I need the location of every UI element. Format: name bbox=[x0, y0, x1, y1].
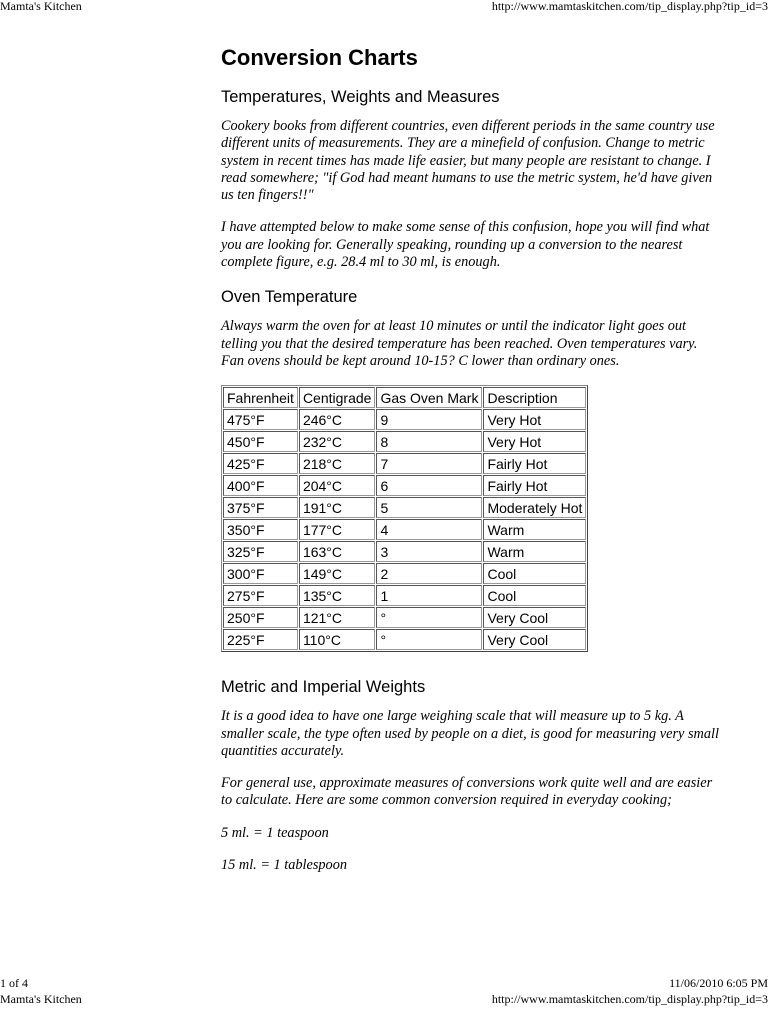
table-cell: 7 bbox=[376, 453, 482, 474]
table-cell: 300°F bbox=[223, 563, 298, 584]
table-row bbox=[223, 585, 586, 606]
table-cell: Cool bbox=[483, 585, 586, 606]
table-cell: 135°C bbox=[299, 585, 376, 606]
table-cell: ° bbox=[376, 629, 482, 650]
footer-url[interactable]: http://www.mamtaskitchen.com/tip_display.php?tip_id=3 bbox=[491, 992, 768, 1006]
table-cell: 3 bbox=[376, 541, 482, 562]
table-cell: Very Cool bbox=[483, 607, 586, 628]
table-cell: 475°F bbox=[223, 409, 298, 430]
footer-datetime: 11/06/2010 6:05 PM bbox=[669, 976, 768, 990]
table-cell: Very Cool bbox=[483, 629, 586, 650]
table-cell: Cool bbox=[483, 563, 586, 584]
table-row bbox=[223, 453, 586, 474]
table-cell: 218°C bbox=[299, 453, 376, 474]
table-header-row bbox=[223, 387, 586, 408]
table-cell: 177°C bbox=[299, 519, 376, 540]
table-cell: 375°F bbox=[223, 497, 298, 518]
table-cell: Fairly Hot bbox=[483, 475, 586, 496]
table-cell: 8 bbox=[376, 431, 482, 452]
table-cell: 163°C bbox=[299, 541, 376, 562]
column-header: Centigrade bbox=[299, 387, 376, 408]
page-content bbox=[221, 44, 721, 889]
table-row bbox=[223, 409, 586, 430]
header-site: Mamta's Kitchen bbox=[0, 0, 82, 13]
conversion-line: 5 ml. = 1 teaspoon bbox=[221, 824, 329, 841]
table-cell: 450°F bbox=[223, 431, 298, 452]
table-row bbox=[223, 431, 586, 452]
intro-paragraph: I have attempted below to make some sense of this confusion, hope you will find what you are looking for. Generally speaking, rounding up a conversion to the nearest complete figure, e.g. 28.4 ml to 30 ml, is enough. bbox=[221, 219, 710, 271]
table-cell: Fairly Hot bbox=[483, 453, 586, 474]
table-cell: 4 bbox=[376, 519, 482, 540]
table-cell: Very Hot bbox=[483, 431, 586, 452]
column-header: Gas Oven Mark bbox=[376, 387, 482, 408]
page-subtitle: Temperatures, Weights and Measures bbox=[221, 88, 500, 106]
page-title: Conversion Charts bbox=[221, 45, 418, 70]
table-cell: Warm bbox=[483, 541, 586, 562]
weights-paragraph: It is a good idea to have one large weighing scale that will measure up to 5 kg. A smaller scale, the type often used by people on a diet, is good for measuring very small quantities accurately. bbox=[221, 708, 719, 759]
table-row bbox=[223, 497, 586, 518]
table-row bbox=[223, 563, 586, 584]
footer-page-number: 1 of 4 bbox=[0, 976, 28, 990]
table-row bbox=[223, 519, 586, 540]
table-cell: 246°C bbox=[299, 409, 376, 430]
table-cell: 225°F bbox=[223, 629, 298, 650]
weights-paragraph: For general use, approximate measures of conversions work quite well and are easier to calculate. Here are some common conversion required in everyday cooking; bbox=[221, 775, 713, 809]
table-cell: 1 bbox=[376, 585, 482, 606]
table-cell: ° bbox=[376, 607, 482, 628]
header-url[interactable]: http://www.mamtaskitchen.com/tip_display.php?tip_id=3 bbox=[491, 0, 768, 13]
table-cell: 275°F bbox=[223, 585, 298, 606]
table-cell: 204°C bbox=[299, 475, 376, 496]
column-header: Description bbox=[483, 387, 586, 408]
table-cell: 5 bbox=[376, 497, 482, 518]
intro-paragraph: Cookery books from different countries, even different periods in the same country use different units of measurements. They are a minefield of confusion. Change to metric system in recent times has made life easier, but many people are resistant to change. I read somewhere; "if God had meant humans to use the metric system, he'd have given us ten fingers!!" bbox=[221, 118, 715, 204]
table-cell: 325°F bbox=[223, 541, 298, 562]
table-cell: 149°C bbox=[299, 563, 376, 584]
table-cell: Moderately Hot bbox=[483, 497, 586, 518]
table-row bbox=[223, 629, 586, 650]
table-cell: Very Hot bbox=[483, 409, 586, 430]
table-cell: 232°C bbox=[299, 431, 376, 452]
oven-heading: Oven Temperature bbox=[221, 288, 358, 307]
table-row bbox=[223, 541, 586, 562]
table-row bbox=[223, 607, 586, 628]
table-cell: 6 bbox=[376, 475, 482, 496]
table-cell: 110°C bbox=[299, 629, 376, 650]
table-cell: Warm bbox=[483, 519, 586, 540]
footer-site: Mamta's Kitchen bbox=[0, 992, 82, 1006]
table-cell: 191°C bbox=[299, 497, 376, 518]
table-cell: 350°F bbox=[223, 519, 298, 540]
weights-heading: Metric and Imperial Weights bbox=[221, 678, 426, 697]
table-cell: 425°F bbox=[223, 453, 298, 474]
table-cell: 250°F bbox=[223, 607, 298, 628]
table-cell: 2 bbox=[376, 563, 482, 584]
table-cell: 9 bbox=[376, 409, 482, 430]
table-cell: 121°C bbox=[299, 607, 376, 628]
table-cell: 400°F bbox=[223, 475, 298, 496]
oven-paragraph: Always warm the oven for at least 10 minutes or until the indicator light goes out telling you that the desired temperature has been reached. Oven temperatures vary. Fan ovens should be kept around 10-15? C lower than ordinary ones. bbox=[221, 318, 698, 369]
conversion-line: 15 ml. = 1 tablespoon bbox=[221, 857, 348, 874]
column-header: Fahrenheit bbox=[223, 387, 298, 408]
oven-temperature-table bbox=[221, 385, 588, 652]
table-row bbox=[223, 475, 586, 496]
